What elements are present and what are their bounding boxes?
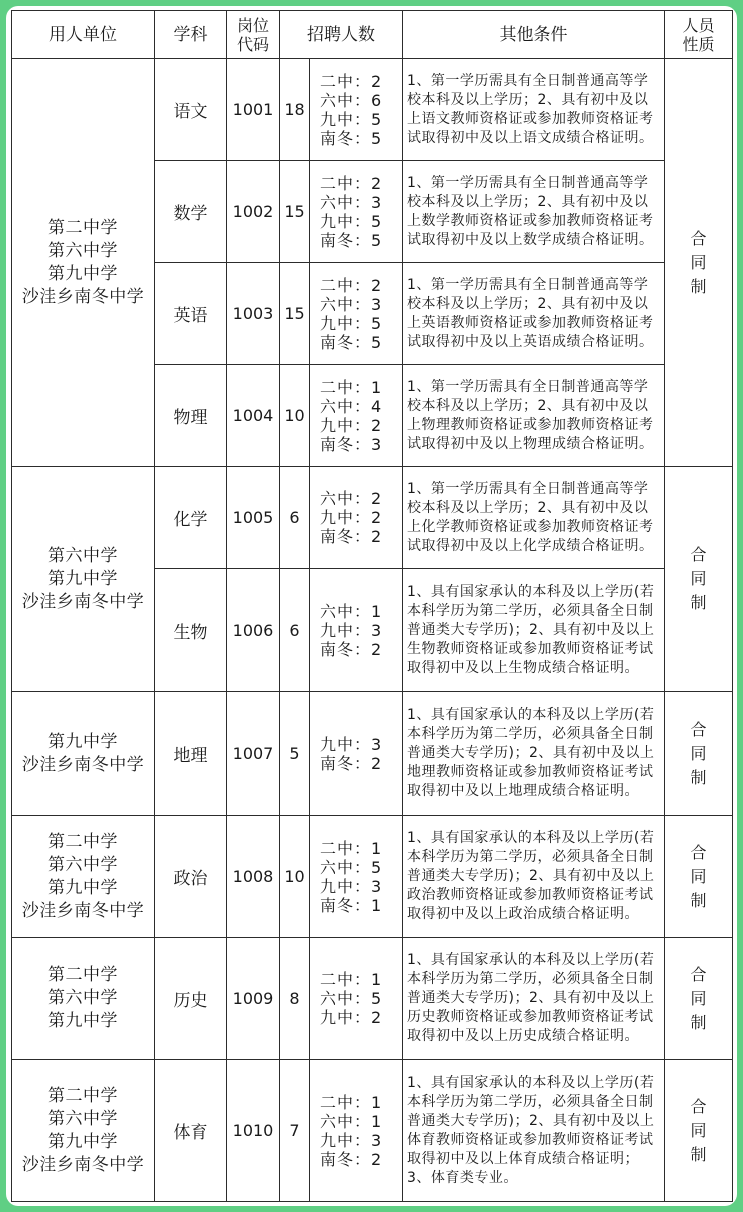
table-row xyxy=(12,938,733,1060)
allocation-cell: 六中：1 九中：3 南冬：2 xyxy=(310,569,403,692)
header-subject: 学科 xyxy=(155,11,227,59)
table-row xyxy=(12,692,733,816)
conditions-cell: 1、具有国家承认的本科及以上学历(若本科学历为第二学历，必须具备全日制普通类大专学历)；2、具有初中及以上地理教师资格证或参加教师资格证考试取得初中及以上地理成绩合格证明。 xyxy=(403,692,665,816)
total-cell: 10 xyxy=(280,365,310,467)
nature-cell: 合 同 制 xyxy=(665,692,733,816)
total-cell: 10 xyxy=(280,816,310,938)
header-unit: 用人单位 xyxy=(12,11,155,59)
nature-cell: 合 同 制 xyxy=(665,938,733,1060)
header-count: 招聘人数 xyxy=(280,11,403,59)
code-cell: 1002 xyxy=(227,161,280,263)
conditions-cell: 1、具有国家承认的本科及以上学历(若本科学历为第二学历，必须具备全日制普通类大专学历)；2、具有初中及以上政治教师资格证或参加教师资格证考试取得初中及以上政治成绩合格证明。 xyxy=(403,816,665,938)
subject-cell: 政治 xyxy=(155,816,227,938)
conditions-cell: 1、第一学历需具有全日制普通高等学校本科及以上学历；2、具有初中及以上物理教师资格证或参加教师资格证考试取得初中及以上物理成绩合格证明。 xyxy=(403,365,665,467)
subject-cell: 化学 xyxy=(155,467,227,569)
header-code: 岗位 代码 xyxy=(227,11,280,59)
unit-cell: 第二中学 第六中学 第九中学 沙洼乡南冬中学 xyxy=(12,1060,155,1202)
conditions-cell: 1、第一学历需具有全日制普通高等学校本科及以上学历；2、具有初中及以上数学教师资格证或参加教师资格证考试取得初中及以上数学成绩合格证明。 xyxy=(403,161,665,263)
subject-cell: 英语 xyxy=(155,263,227,365)
conditions-cell: 1、具有国家承认的本科及以上学历(若本科学历为第二学历，必须具备全日制普通类大专学历)；2、具有初中及以上历史教师资格证或参加教师资格证考试取得初中及以上历史成绩合格证明。 xyxy=(403,938,665,1060)
allocation-cell: 二中：1 六中：5 九中：2 xyxy=(310,938,403,1060)
code-cell: 1003 xyxy=(227,263,280,365)
total-cell: 6 xyxy=(280,569,310,692)
subject-cell: 体育 xyxy=(155,1060,227,1202)
unit-cell: 第二中学 第六中学 第九中学 沙洼乡南冬中学 xyxy=(12,816,155,938)
subject-cell: 物理 xyxy=(155,365,227,467)
allocation-cell: 二中：2 六中：6 九中：5 南冬：5 xyxy=(310,59,403,161)
code-cell: 1005 xyxy=(227,467,280,569)
recruitment-table xyxy=(11,10,733,1202)
allocation-cell: 二中：1 六中：1 九中：3 南冬：2 xyxy=(310,1060,403,1202)
conditions-cell: 1、第一学历需具有全日制普通高等学校本科及以上学历；2、具有初中及以上语文教师资格证或参加教师资格证考试取得初中及以上语文成绩合格证明。 xyxy=(403,59,665,161)
conditions-cell: 1、具有国家承认的本科及以上学历(若本科学历为第二学历，必须具备全日制普通类大专学历)；2、具有初中及以上体育教师资格证或参加教师资格证考试取得初中及以上体育成绩合格证明；3、体育类专业。 xyxy=(403,1060,665,1202)
code-cell: 1004 xyxy=(227,365,280,467)
total-cell: 6 xyxy=(280,467,310,569)
unit-cell: 第六中学 第九中学 沙洼乡南冬中学 xyxy=(12,467,155,692)
allocation-cell: 六中：2 九中：2 南冬：2 xyxy=(310,467,403,569)
table-frame xyxy=(6,6,737,1206)
total-cell: 8 xyxy=(280,938,310,1060)
table-row xyxy=(12,1060,733,1202)
subject-cell: 语文 xyxy=(155,59,227,161)
allocation-cell: 二中：1 六中：5 九中：3 南冬：1 xyxy=(310,816,403,938)
table-row xyxy=(12,59,733,161)
header-conditions: 其他条件 xyxy=(403,11,665,59)
subject-cell: 数学 xyxy=(155,161,227,263)
table-row xyxy=(12,467,733,569)
nature-cell: 合 同 制 xyxy=(665,467,733,692)
header-nature: 人员 性质 xyxy=(665,11,733,59)
code-cell: 1010 xyxy=(227,1060,280,1202)
unit-cell: 第九中学 沙洼乡南冬中学 xyxy=(12,692,155,816)
allocation-cell: 九中：3 南冬：2 xyxy=(310,692,403,816)
subject-cell: 生物 xyxy=(155,569,227,692)
conditions-cell: 1、具有国家承认的本科及以上学历(若本科学历为第二学历，必须具备全日制普通类大专学历)；2、具有初中及以上生物教师资格证或参加教师资格证考试取得初中及以上生物成绩合格证明。 xyxy=(403,569,665,692)
nature-cell: 合 同 制 xyxy=(665,816,733,938)
code-cell: 1008 xyxy=(227,816,280,938)
conditions-cell: 1、第一学历需具有全日制普通高等学校本科及以上学历；2、具有初中及以上英语教师资格证或参加教师资格证考试取得初中及以上英语成绩合格证明。 xyxy=(403,263,665,365)
allocation-cell: 二中：1 六中：4 九中：2 南冬：3 xyxy=(310,365,403,467)
code-cell: 1007 xyxy=(227,692,280,816)
nature-cell: 合 同 制 xyxy=(665,59,733,467)
unit-cell: 第二中学 第六中学 第九中学 沙洼乡南冬中学 xyxy=(12,59,155,467)
allocation-cell: 二中：2 六中：3 九中：5 南冬：5 xyxy=(310,161,403,263)
allocation-cell: 二中：2 六中：3 九中：5 南冬：5 xyxy=(310,263,403,365)
header-row xyxy=(12,11,733,59)
total-cell: 15 xyxy=(280,161,310,263)
subject-cell: 地理 xyxy=(155,692,227,816)
code-cell: 1009 xyxy=(227,938,280,1060)
total-cell: 7 xyxy=(280,1060,310,1202)
table-row xyxy=(12,816,733,938)
nature-cell: 合 同 制 xyxy=(665,1060,733,1202)
subject-cell: 历史 xyxy=(155,938,227,1060)
total-cell: 15 xyxy=(280,263,310,365)
code-cell: 1006 xyxy=(227,569,280,692)
unit-cell: 第二中学 第六中学 第九中学 xyxy=(12,938,155,1060)
total-cell: 18 xyxy=(280,59,310,161)
conditions-cell: 1、第一学历需具有全日制普通高等学校本科及以上学历；2、具有初中及以上化学教师资格证或参加教师资格证考试取得初中及以上化学成绩合格证明。 xyxy=(403,467,665,569)
total-cell: 5 xyxy=(280,692,310,816)
code-cell: 1001 xyxy=(227,59,280,161)
